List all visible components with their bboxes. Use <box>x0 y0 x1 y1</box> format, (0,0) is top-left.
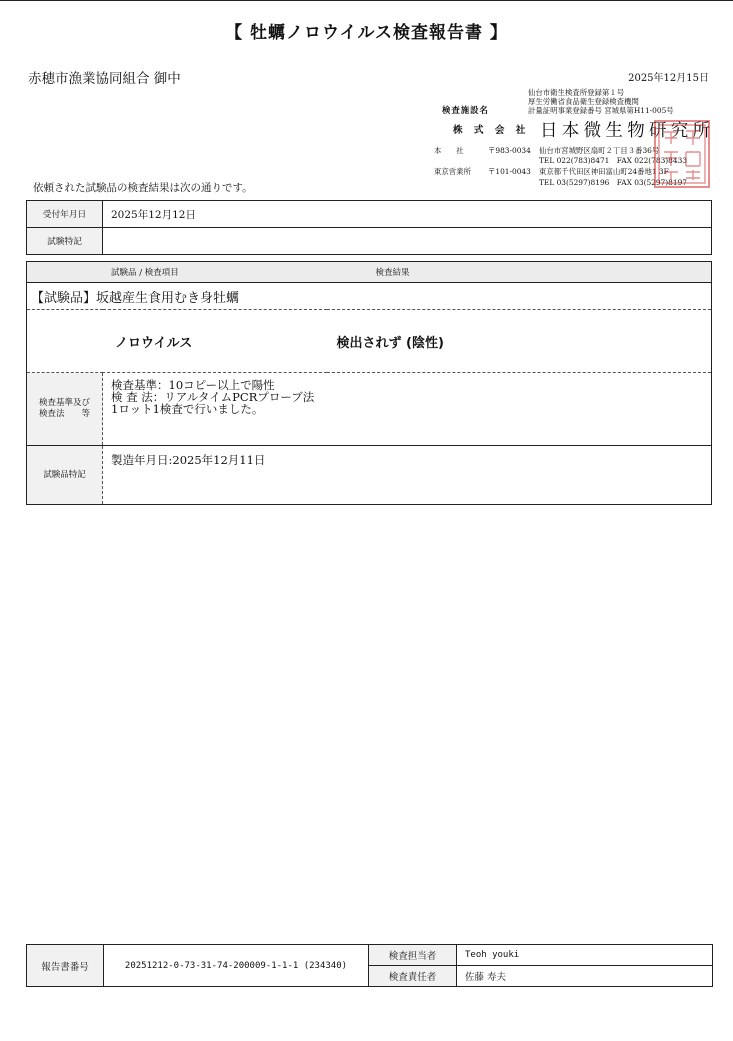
method-label <box>27 373 103 446</box>
registration-line-2: 厚生労働省食品衛生登録検査機関 <box>528 97 639 106</box>
test-item: ノロウイルス <box>27 310 327 373</box>
sample-name: 【試験品】坂越産生食用むき身牡蠣 <box>27 283 712 310</box>
inspector-label: 検査担当者 <box>369 945 457 966</box>
reception-table <box>26 200 712 255</box>
received-date-label: 受付年月日 <box>27 201 103 228</box>
report-title: 【 牡蠣ノロウイルス検査報告書 】 <box>225 23 508 43</box>
report-number-value: 20251212-0-73-31-74-200009-1-1-1 (234340) <box>104 945 369 987</box>
test-notes-row <box>27 228 712 255</box>
hq-label: 本 社 <box>434 146 464 155</box>
hq-tel-fax: TEL 022(783)8471 FAX 022(783)8433 <box>539 156 687 165</box>
branch-postal-code: 〒101-0043 <box>488 167 531 176</box>
supervisor-value: 佐藤 寿夫 <box>457 966 713 987</box>
sample-notes-value: 製造年月日:2025年12月11日 <box>111 453 266 467</box>
intro-text: 依頼された試験品の検査結果は次の通りです。 <box>33 182 253 194</box>
received-date-value: 2025年12月12日 <box>103 201 712 228</box>
method-line-2: 検 査 法：リアルタイムPCRプローブ法 <box>111 390 315 404</box>
registration-line-3: 計量証明事業登録番号 宮城県第H11-005号 <box>528 106 674 115</box>
branch-label: 東京営業所 <box>434 167 471 176</box>
sample-notes-label: 試験品特記 <box>27 446 103 505</box>
method-line-1: 検査基準：10コピー以上で陽性 <box>111 378 275 392</box>
report-date: 2025年12月15日 <box>628 73 709 84</box>
method-line-3: 1ロット1検査で行いました。 <box>111 402 264 416</box>
top-border-line <box>0 0 733 1</box>
method-label-line-2: 検査法 等 <box>38 409 90 419</box>
addressee: 赤穂市漁業協同組合 御中 <box>28 71 181 87</box>
test-result: 検出されず (陰性) <box>327 310 712 373</box>
sample-row <box>27 283 712 310</box>
footer-row-1 <box>27 945 713 966</box>
results-table <box>26 261 712 505</box>
issuer-block <box>432 88 717 194</box>
inspector-value: Teoh youki <box>457 945 713 966</box>
branch-address: 東京都千代田区神田富山町24番地1 3F <box>539 167 669 176</box>
result-row <box>27 310 712 373</box>
results-header-row <box>27 262 712 283</box>
facility-label: 検査施設名 <box>442 105 489 115</box>
company-prefix: 株 式 会 社 <box>453 125 530 136</box>
header-item: 試験品 / 検査項目 <box>27 262 327 283</box>
method-row <box>27 373 712 446</box>
supervisor-label: 検査責任者 <box>369 966 457 987</box>
sample-notes-row <box>27 446 712 505</box>
received-date-row <box>27 201 712 228</box>
method-text <box>103 373 712 446</box>
test-notes-label: 試験特記 <box>27 228 103 255</box>
test-notes-value <box>103 228 712 255</box>
method-label-line-1: 検査基準及び <box>38 398 90 408</box>
registration-line-1: 仙台市衛生検査所登録第１号 <box>528 88 625 97</box>
report-number-label: 報告書番号 <box>27 945 104 987</box>
company-name: 日本微生物研究所 <box>540 121 715 141</box>
header-result: 検査結果 <box>327 262 712 283</box>
footer-table <box>26 944 713 987</box>
branch-tel-fax: TEL 03(5297)8196 FAX 03(5297)8197 <box>539 178 687 187</box>
company-seal-icon <box>654 120 710 188</box>
hq-postal-code: 〒983-0034 <box>488 146 531 155</box>
hq-address: 仙台市宮城野区扇町２丁目３番36号 <box>539 146 660 155</box>
